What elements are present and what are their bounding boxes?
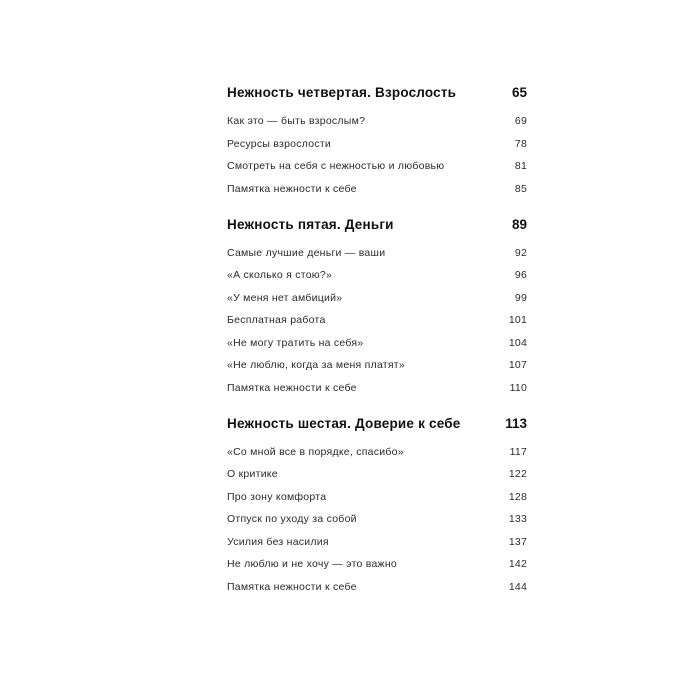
toc-entry-row [227,382,527,394]
toc-entry-page: 133 [508,513,527,525]
toc-entry-page: 81 [514,160,527,172]
toc-chapter-row [227,416,527,431]
toc-entry-title: Самые лучшие деньги — ваши [227,246,386,259]
toc-chapter-page: 113 [505,415,527,431]
toc-entry-title: Ресурсы взрослости [227,137,332,150]
toc-entry-page: 117 [509,445,527,458]
toc-chapter-row [227,217,527,232]
toc-entry-row [227,337,527,349]
toc-entry-row [227,513,527,525]
toc-entry-title: «Со мной все в порядке, спасибо» [227,445,404,458]
toc-chapter-row [227,85,527,100]
toc-entry-page: 142 [508,558,527,570]
toc-entry-row [227,292,527,304]
toc-section [227,416,527,593]
toc-entry-row [227,581,527,593]
toc-chapter-page: 65 [511,85,527,100]
toc-chapter-page: 89 [511,216,527,232]
table-of-contents [227,85,527,593]
toc-entry-title: Памятка нежности к себе [227,182,357,195]
toc-entry-row [227,314,527,326]
toc-entry-title: «Не люблю, когда за меня платят» [227,359,405,371]
toc-entry-row [227,138,527,150]
toc-entry-title: «Не могу тратить на себя» [227,336,364,349]
toc-entry-title: Памятка нежности к себе [227,381,357,394]
toc-entry-row [227,359,527,371]
toc-entry-row [227,183,527,195]
toc-entry-page: 137 [508,535,527,548]
toc-entry-page: 107 [508,359,527,371]
toc-entry-title: Памятка нежности к себе [227,580,357,593]
toc-section [227,217,527,394]
toc-entry-row [227,160,527,172]
toc-entry-page: 92 [514,246,527,259]
toc-entry-row [227,468,527,480]
toc-entry-page: 128 [508,490,527,503]
toc-entry-page: 78 [514,137,527,150]
toc-entry-title: Бесплатная работа [227,314,326,326]
toc-entry-page: 101 [508,314,527,326]
toc-entry-page: 85 [514,182,527,195]
toc-chapter-title: Нежность пятая. Деньги [227,216,394,232]
toc-entry-row [227,446,527,458]
toc-section [227,85,527,195]
toc-entry-page: 104 [508,336,527,349]
toc-entry-row [227,115,527,127]
toc-entry-title: Про зону комфорта [227,490,327,503]
toc-entry-page: 99 [514,291,527,304]
toc-chapter-title: Нежность четвертая. Взрослость [227,85,457,100]
toc-entry-page: 110 [509,381,527,394]
toc-entry-title: Как это — быть взрослым? [227,115,366,127]
toc-entry-title: «У меня нет амбиций» [227,291,343,304]
toc-entry-row [227,536,527,548]
toc-entry-title: Отпуск по уходу за собой [227,513,357,525]
toc-entry-title: Не люблю и не хочу — это важно [227,558,397,570]
toc-entry-title: Усилия без насилия [227,535,329,548]
toc-entry-title: «А сколько я стою?» [227,269,333,281]
toc-entry-page: 96 [514,269,527,281]
toc-entry-title: О критике [227,468,278,480]
toc-chapter-title: Нежность шестая. Доверие к себе [227,415,461,431]
toc-entry-page: 122 [508,468,527,480]
toc-entry-row [227,247,527,259]
toc-entry-title: Смотреть на себя с нежностью и любовью [227,160,445,172]
toc-entry-page: 144 [508,580,527,593]
toc-entry-row [227,491,527,503]
toc-entry-row [227,558,527,570]
toc-entry-row [227,269,527,281]
toc-entry-page: 69 [514,115,527,127]
